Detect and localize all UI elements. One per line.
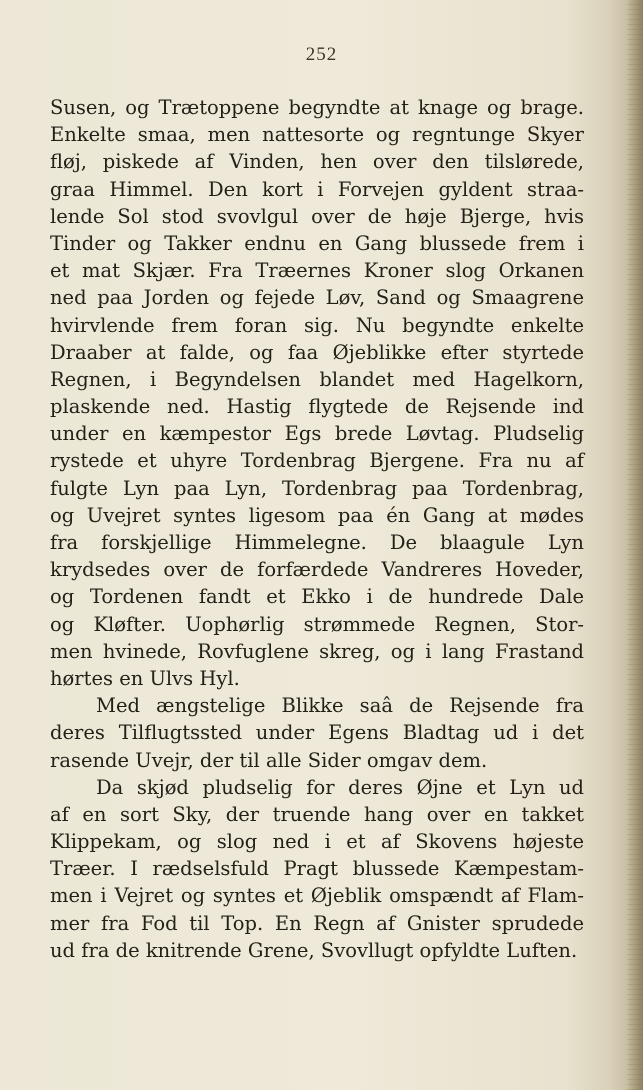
text-line: Susen, og Trætoppene begyndte at knage og brage.	[50, 96, 584, 119]
text-line: Da skjød pludselig for deres Øjne et Lyn ud	[96, 775, 584, 799]
text-line: graa Himmel. Den kort i Forvejen gyldent straa-	[50, 177, 584, 201]
text-line: Træer. I rædselsfuld Pragt blussede Kæmpestam-	[50, 857, 584, 881]
page-edge	[627, 0, 643, 1090]
text-line: Klippekam, og slog ned i et af Skovens højeste	[50, 830, 584, 854]
text-line: plaskende ned. Hastig flygtede de Rejsende ind	[50, 395, 584, 419]
text-line: men i Vejret og syntes et Øjeblik omspændt af Flam-	[50, 884, 584, 908]
text-line: men hvinede, Rovfuglene skreg, og i lang Frastand	[50, 639, 584, 663]
text-line: Regnen, i Begyndelsen blandet med Hagelkorn,	[50, 367, 584, 391]
text-line: rystede et uhyre Tordenbrag Bjergene. Fra nu af	[50, 449, 584, 473]
text-line: Med ængstelige Blikke saâ de Rejsende fra	[96, 694, 584, 718]
text-line: under en kæmpestor Egs brede Løvtag. Pludselig	[50, 422, 584, 446]
body-text	[50, 94, 584, 964]
text-line: mer fra Fod til Top. En Regn af Gnister sprudede	[50, 911, 584, 935]
text-line: af en sort Sky, der truende hang over en takket	[50, 802, 584, 826]
text-line: Tinder og Takker endnu en Gang blussede frem i	[50, 231, 584, 255]
text-line: og Kløfter. Uophørlig strømmede Regnen, Stor-	[50, 612, 584, 636]
text-line: og Tordenen fandt et Ekko i de hundrede Dale	[50, 585, 584, 609]
text-line: Enkelte smaa, men nattesorte og regntunge Skyer	[50, 123, 584, 147]
text-line: fulgte Lyn paa Lyn, Tordenbrag paa Tordenbrag,	[50, 476, 584, 500]
text-line: ud fra de knitrende Grene, Svovllugt opfyldte Luften.	[50, 938, 578, 962]
text-line: deres Tilflugtssted under Egens Bladtag ud i det	[50, 721, 584, 745]
text-line: krydsedes over de forfærdede Vandreres Hoveder,	[50, 558, 584, 582]
text-line: hørtes en Ulvs Hyl.	[50, 666, 240, 690]
text-line: ned paa Jorden og fejede Løv, Sand og Smaagrene	[50, 286, 584, 310]
page-number: 252	[305, 44, 338, 65]
text-line: hvirvlende frem foran sig. Nu begyndte enkelte	[50, 313, 584, 337]
text-line: rasende Uvejr, der til alle Sider omgav dem.	[50, 748, 488, 772]
text-line: fløj, piskede af Vinden, hen over den tilslørede,	[50, 150, 584, 174]
text-line: lende Sol stod svovlgul over de høje Bjerge, hvis	[50, 204, 584, 228]
text-line: Draaber at falde, og faa Øjeblikke efter styrtede	[50, 340, 584, 364]
text-line: og Uvejret syntes ligesom paa én Gang at mødes	[50, 503, 584, 527]
text-line: fra forskjellige Himmelegne. De blaagule Lyn	[50, 531, 584, 554]
text-line: et mat Skjær. Fra Træernes Kroner slog Orkanen	[50, 259, 584, 283]
